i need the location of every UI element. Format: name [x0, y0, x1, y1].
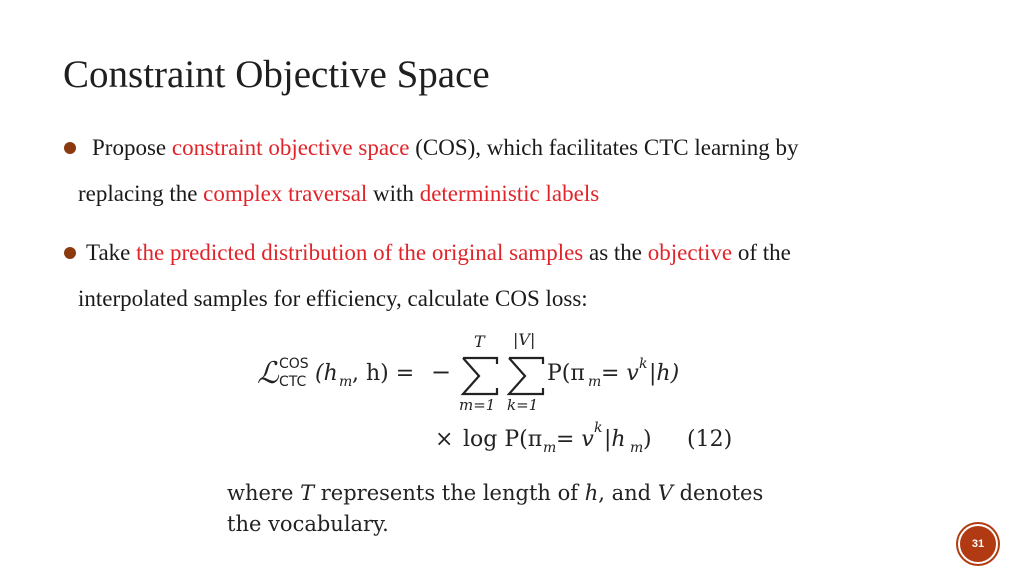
formula-times: × [435, 427, 454, 452]
bullet-2-line-1 [86, 239, 791, 267]
bullet-1-line-1-part-2: (COS), which facilitates CTC learning by [409, 135, 799, 160]
bullet-1-line-2-part-3: deterministic labels [419, 181, 600, 206]
bullet-2-line-1-part-3: objective [647, 240, 733, 265]
formula-sum1-top: T [474, 332, 485, 351]
formula-log: log P(π [463, 427, 543, 452]
formula-term2-sup: k [594, 420, 603, 436]
formula-lhs-super: COS [279, 356, 309, 372]
bullet-1-line-2-part-2: with [367, 181, 420, 206]
bullet-dot-2 [64, 247, 76, 259]
bullet-1-line-2 [78, 180, 599, 208]
bullet-2-line-1-part-0: Take [86, 240, 137, 265]
page-number: 31 [971, 538, 985, 550]
bullet-2-line-1-part-2: as the [583, 240, 648, 265]
formula-term1-sup: k [639, 356, 648, 372]
where-line-2: the vocabulary. [227, 512, 389, 536]
formula-term2-end: ) [643, 427, 652, 452]
where-line-1-part-1: T [300, 481, 315, 505]
formula-term2-sub: m [543, 440, 557, 456]
where-line-1-part-6: denotes [672, 481, 764, 505]
formula-lhs-args-sub: m [339, 374, 353, 390]
formula-term1-rest: = v [601, 361, 639, 386]
sum-symbol-1 [463, 358, 497, 394]
bullet-2-line-1-part-4: of the [732, 240, 791, 265]
formula-minus: − [431, 358, 452, 386]
where-line-1-part-5: V [657, 481, 673, 505]
bullet-1-line-2-part-1: complex traversal [203, 181, 368, 206]
formula-lhs-rest: , h) = [352, 361, 415, 386]
where-line-1 [227, 478, 763, 509]
where-line-1-part-0: where [227, 481, 301, 505]
formula-svg [255, 328, 755, 458]
formula-eqnum: (12) [687, 427, 733, 452]
formula-sum2-top: |V| [513, 330, 536, 349]
formula-sum2-bottom: k=1 [507, 396, 539, 414]
bullet-1-line-2-part-0: replacing the [78, 181, 204, 206]
page-title: Constraint Objective Space [63, 53, 490, 96]
where-line-1-part-3: h [584, 481, 599, 505]
formula-term2-rest: = v [556, 427, 594, 452]
formula-sum1-bottom: m=1 [459, 396, 496, 414]
bullet-2-line-2 [78, 285, 588, 313]
formula-lhs-args: (h [315, 361, 338, 386]
bullet-1-line-1-part-1: constraint objective space [171, 135, 410, 160]
formula-term1-end: |h) [649, 361, 680, 386]
where-caption [227, 478, 763, 540]
cos-loss-formula [255, 328, 755, 458]
formula-term2-mid: |h [604, 427, 626, 452]
where-line-1-part-4: , and [598, 481, 658, 505]
bullet-1-line-1 [92, 134, 798, 162]
formula-lhs-sub: CTC [279, 374, 307, 390]
formula-term2-sub2: m [630, 440, 644, 456]
bullet-1-line-1-part-0: Propose [92, 135, 172, 160]
page-number-badge [958, 524, 998, 564]
where-line-1-part-2: represents the length of [314, 481, 585, 505]
bullet-2-line-2-part-0: interpolated samples for efficiency, calculate COS loss: [78, 286, 588, 311]
bullet-2-line-1-part-1: the predicted distribution of the original samples [136, 240, 584, 265]
formula-term1: P(π [547, 361, 585, 386]
bullet-dot-1 [64, 142, 76, 154]
formula-lhs-symbol: ℒ [257, 356, 279, 391]
sum-symbol-2 [509, 358, 543, 394]
formula-term1-sub: m [588, 374, 602, 390]
